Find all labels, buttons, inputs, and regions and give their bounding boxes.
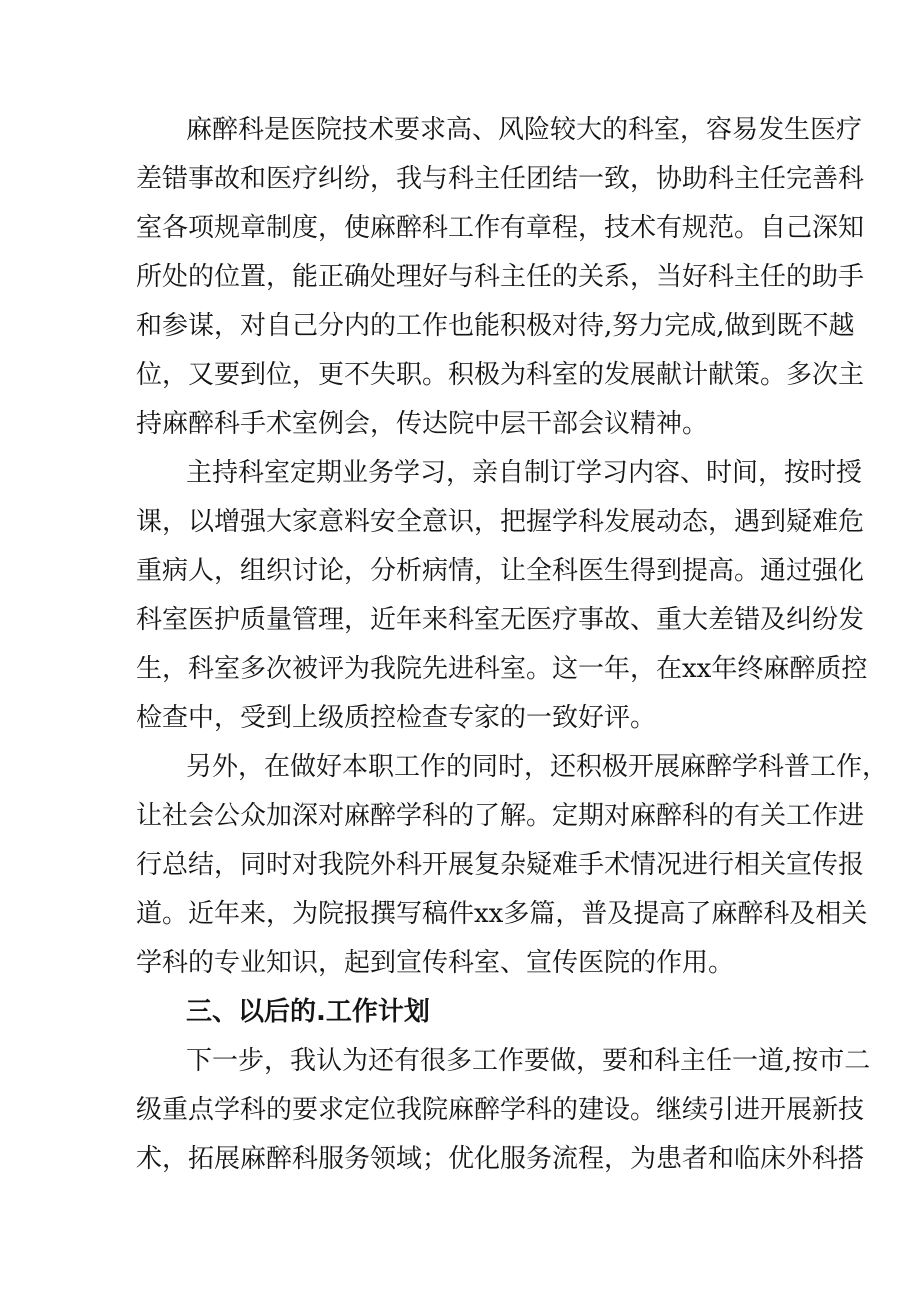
paragraph-line: 科室医护质量管理，近年来科室无医疗事故、重大差错及纠纷发 — [136, 605, 865, 635]
paragraph-line: 主持科室定期业务学习，亲自制订学习内容、时间，按时授 — [186, 458, 863, 488]
paragraph-line: 位，又要到位，更不失职。积极为科室的发展献计献策。多次主 — [136, 360, 865, 390]
paragraph-line: 和参谋，对自己分内的工作也能积极对待,努力完成,做到既不越 — [136, 311, 855, 341]
paragraph-line: 行总结，同时对我院外科开展复杂疑难手术情况进行相关宣传报 — [136, 850, 865, 880]
paragraph-line: 差错事故和医疗纠纷，我与科主任团结一致，协助科主任完善科 — [136, 164, 865, 194]
paragraph-line: 级重点学科的要求定位我院麻醉学科的建设。继续引进开展新技 — [136, 1095, 865, 1125]
paragraph-line: 持麻醉科手术室例会，传达院中层干部会议精神。 — [136, 409, 709, 439]
paragraph-line: 道。近年来，为院报撰写稿件xx多篇，普及提高了麻醉科及相关 — [136, 899, 868, 929]
paragraph-line: 课，以增强大家意料安全意识，把握学科发展动态，遇到疑难危 — [136, 507, 865, 537]
paragraph-line: 另外，在做好本职工作的同时，还积极开展麻醉学科普工作， — [186, 752, 889, 782]
paragraph-line: 下一步，我认为还有很多工作要做，要和科主任一道,按市二 — [186, 1046, 871, 1076]
paragraph-line: 麻醉科是医院技术要求高、风险较大的科室，容易发生医疗 — [186, 115, 863, 145]
paragraph-line: 生，科室多次被评为我院先进科室。这一年，在xx年终麻醉质控 — [136, 654, 868, 684]
paragraph-line: 室各项规章制度，使麻醉科工作有章程，技术有规范。自己深知 — [136, 213, 865, 243]
paragraph-line: 检查中，受到上级质控检查专家的一致好评。 — [136, 703, 657, 733]
paragraph-line: 术，拓展麻醉科服务领域；优化服务流程，为患者和临床外科搭 — [136, 1144, 865, 1174]
paragraph-line: 所处的位置，能正确处理好与科主任的关系，当好科主任的助手 — [136, 262, 865, 292]
paragraph-line: 让社会公众加深对麻醉学科的了解。定期对麻醉科的有关工作进 — [136, 801, 865, 831]
paragraph-line: 重病人，组织讨论，分析病情，让全科医生得到提高。通过强化 — [136, 556, 865, 586]
paragraph-line: 学科的专业知识，起到宣传科室、宣传医院的作用。 — [136, 948, 735, 978]
section-heading: 三、以后的.工作计划 — [186, 997, 430, 1027]
